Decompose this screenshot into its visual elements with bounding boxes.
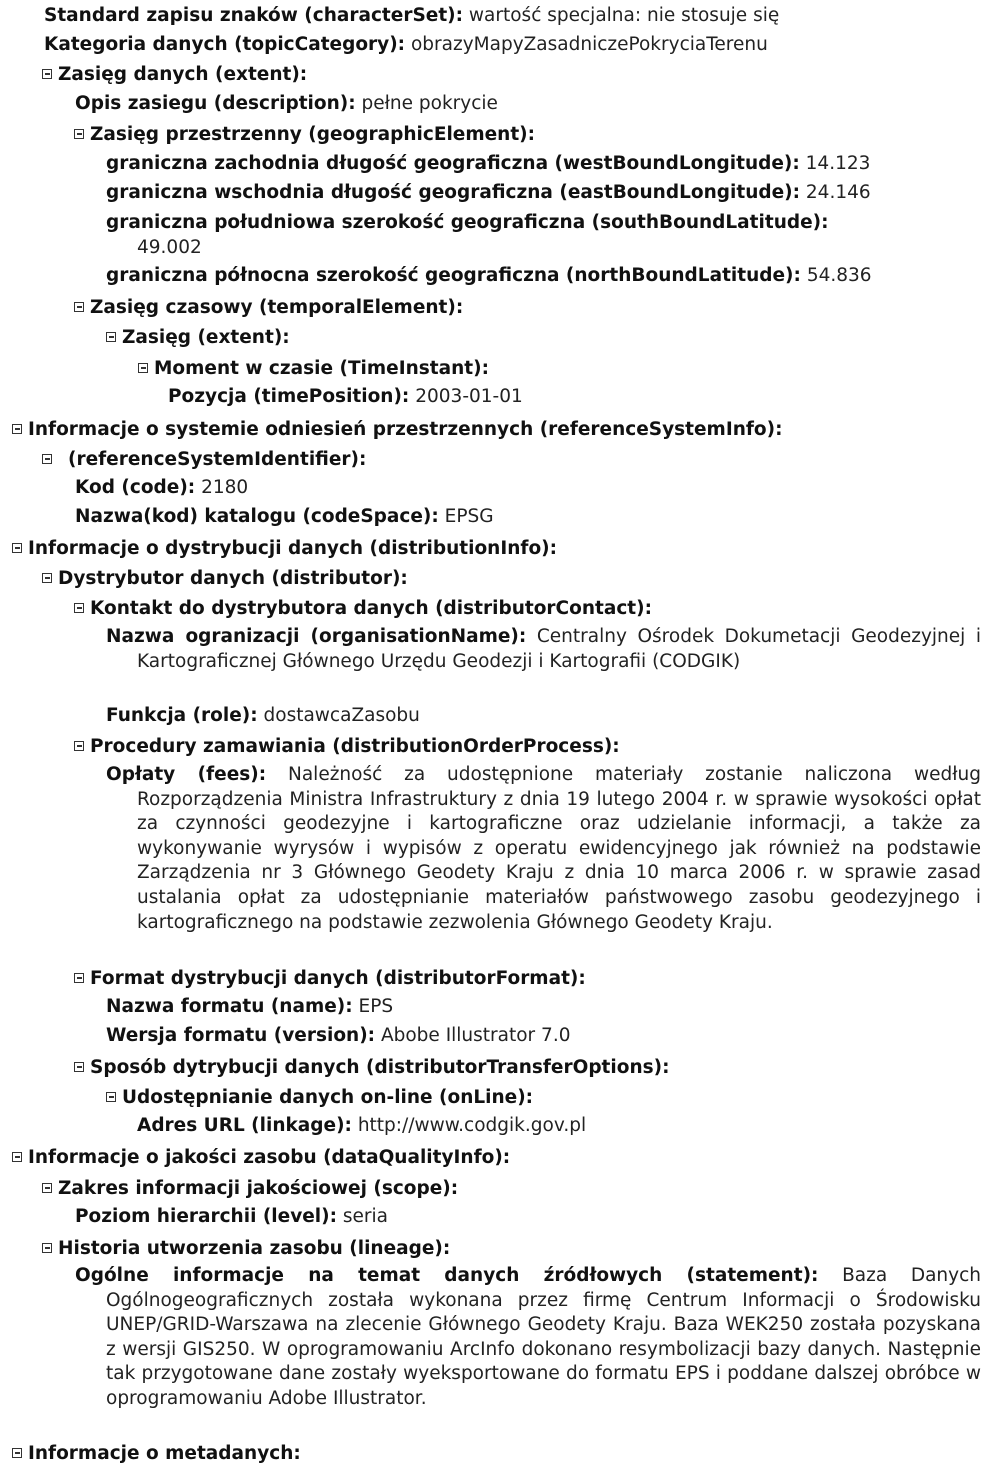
field-character-set	[44, 4, 779, 28]
collapse-toggle-icon[interactable]	[12, 1152, 22, 1162]
section-online	[106, 1086, 533, 1110]
collapse-toggle-icon[interactable]	[12, 424, 22, 434]
section-distribution-info	[12, 537, 557, 561]
field-north-bound-latitude	[106, 264, 872, 288]
section-label: Kontakt do dystrybutora danych (distributorContact):	[90, 598, 652, 619]
collapse-toggle-icon[interactable]	[42, 1243, 52, 1253]
field-label: Kategoria danych (topicCategory):	[44, 34, 406, 55]
section-label: (referenceSystemIdentifier):	[68, 449, 367, 470]
section-lineage	[42, 1237, 450, 1261]
field-value: EPSG	[444, 506, 494, 527]
section-label: Informacje o jakości zasobu (dataQualityInfo):	[28, 1147, 511, 1168]
section-label: Procedury zamawiania (distributionOrderProcess):	[90, 736, 620, 757]
field-label: Poziom hierarchii (level):	[75, 1206, 337, 1227]
field-label: Nazwa ogranizacji (organisationName):	[106, 626, 527, 647]
field-value: 54.836	[806, 265, 872, 286]
section-label: Zasięg danych (extent):	[58, 64, 308, 85]
field-level	[75, 1205, 388, 1229]
field-format-version	[106, 1024, 570, 1048]
section-time-instant	[138, 357, 489, 381]
field-label: Opłaty (fees):	[106, 764, 267, 785]
field-south-bound-latitude-label	[106, 211, 829, 235]
field-label: Pozycja (timePosition):	[168, 386, 410, 407]
field-east-bound-longitude	[106, 181, 871, 205]
field-label: graniczna południowa szerokość geograficzna (southBoundLatitude):	[106, 212, 829, 233]
field-value: 49.002	[137, 237, 202, 258]
section-distributor-contact	[74, 597, 652, 621]
field-value: Centralny Ośrodek Dokumetacji Geodezyjnej i Kartograficznej Głównego Urzędu Geodezji i Kartografii (CODGIK)	[137, 626, 981, 672]
field-label: Nazwa formatu (name):	[106, 996, 353, 1017]
section-label: Sposób dytrybucji danych (distributorTransferOptions):	[90, 1057, 670, 1078]
field-label: Opis zasiegu (description):	[75, 93, 356, 114]
section-label: Zasięg czasowy (temporalElement):	[90, 297, 464, 318]
collapse-toggle-icon[interactable]	[12, 543, 22, 553]
field-value: http://www.codgik.gov.pl	[357, 1115, 587, 1136]
section-label: Udostępnianie danych on-line (onLine):	[122, 1087, 534, 1108]
section-label: Informacje o systemie odniesień przestrzennych (referenceSystemInfo):	[28, 419, 783, 440]
section-label: Format dystrybucji danych (distributorFormat):	[90, 968, 586, 989]
field-value: 14.123	[805, 153, 871, 174]
section-label: Zakres informacji jakościowej (scope):	[58, 1178, 459, 1199]
field-value: seria	[342, 1206, 388, 1227]
field-label: Nazwa(kod) katalogu (codeSpace):	[75, 506, 439, 527]
field-label: graniczna zachodnia długość geograficzna (westBoundLongitude):	[106, 153, 800, 174]
section-extent	[42, 63, 307, 87]
collapse-toggle-icon[interactable]	[42, 69, 52, 79]
section-reference-system-identifier	[42, 448, 366, 472]
section-label: Dystrybutor danych (distributor):	[58, 568, 408, 589]
section-data-quality-info	[12, 1146, 510, 1170]
section-label: Moment w czasie (TimeInstant):	[154, 358, 489, 379]
collapse-toggle-icon[interactable]	[74, 1062, 84, 1072]
field-label: Standard zapisu znaków (characterSet):	[44, 5, 464, 26]
field-label: Funkcja (role):	[106, 705, 258, 726]
section-distribution-order-process	[74, 735, 620, 759]
field-description	[75, 92, 498, 116]
field-value: 24.146	[805, 182, 871, 203]
collapse-toggle-icon[interactable]	[74, 973, 84, 983]
field-value: obrazyMapyZasadniczePokryciaTerenu	[410, 34, 768, 55]
field-format-name	[106, 995, 393, 1019]
field-organisation-name	[106, 625, 981, 674]
section-transfer-options	[74, 1056, 670, 1080]
field-code-space	[75, 505, 494, 529]
collapse-toggle-icon[interactable]	[42, 573, 52, 583]
field-west-bound-longitude	[106, 152, 870, 176]
collapse-toggle-icon[interactable]	[74, 603, 84, 613]
field-fees	[106, 763, 981, 935]
field-value: Należność za udostępnione materiały zostanie naliczona według Rozporządzenia Ministra Infrastruktury z dnia 19 lutego 2004 r. w sprawie wysokości opłat za czynności geodezyjne i kartograficzne oraz udzielanie informacji, a także za wykonywanie wyrysów i wypisów z operatu ewidencyjnego jak również na podstawie Zarządzenia nr 3 Głównego Geodety Kraju z dnia 10 marca 2006 r. w sprawie zasad ustalania opłat za udostępnianie materiałów państwowego zasobu geodezyjnego i kartograficznego na podstawie zezwolenia Głównego Geodety Kraju.	[137, 764, 981, 933]
field-label: Wersja formatu (version):	[106, 1025, 376, 1046]
collapse-toggle-icon[interactable]	[74, 741, 84, 751]
section-distributor-format	[74, 967, 586, 991]
collapse-toggle-icon[interactable]	[42, 1183, 52, 1193]
collapse-toggle-icon[interactable]	[74, 129, 84, 139]
collapse-toggle-icon[interactable]	[106, 332, 116, 342]
section-label: Zasięg przestrzenny (geographicElement):	[90, 124, 536, 145]
field-label: Kod (code):	[75, 477, 196, 498]
field-label: graniczna północna szerokość geograficzna (northBoundLatitude):	[106, 265, 801, 286]
section-label: Informacje o metadanych:	[28, 1443, 301, 1464]
field-label: Adres URL (linkage):	[137, 1115, 352, 1136]
field-value: pełne pokrycie	[361, 93, 498, 114]
field-label: graniczna wschodnia długość geograficzna (eastBoundLongitude):	[106, 182, 801, 203]
field-statement	[75, 1264, 981, 1412]
field-time-position	[168, 385, 523, 409]
collapse-toggle-icon[interactable]	[74, 302, 84, 312]
collapse-toggle-icon[interactable]	[138, 363, 148, 373]
field-value: Abobe Illustrator 7.0	[380, 1025, 571, 1046]
collapse-toggle-icon[interactable]	[106, 1092, 116, 1102]
field-value: 2003-01-01	[415, 386, 523, 407]
field-value: Baza Danych Ogólnogeograficznych została wykonana przez firmę Centrum Informacji o Środowisku UNEP/GRID-Warszawa na zlecenie Głównego Geodety Kraju. Baza WEK250 została pozyskana z wersji GIS250. W oprogramowaniu ArcInfo dokonano resymbolizacji bazy danych. Następnie tak przygotowane dane zostały wyeksportowane do formatu EPS i poddane dalszej obróbce w oprogramowaniu Adobe Illustrator.	[106, 1265, 981, 1409]
section-metadata-info	[12, 1442, 301, 1466]
section-distributor	[42, 567, 408, 591]
section-temporal-element	[74, 296, 463, 320]
field-value: wartość specjalna: nie stosuje się	[468, 5, 780, 26]
field-value: dostawcaZasobu	[263, 705, 420, 726]
field-role	[106, 704, 420, 728]
field-linkage	[137, 1114, 586, 1138]
section-label: Informacje o dystrybucji danych (distributionInfo):	[28, 538, 558, 559]
section-temporal-extent	[106, 326, 290, 350]
field-south-bound-latitude-value	[137, 236, 202, 260]
section-label: Historia utworzenia zasobu (lineage):	[58, 1238, 451, 1259]
section-scope	[42, 1177, 458, 1201]
collapse-toggle-icon[interactable]	[42, 454, 52, 464]
field-value: EPS	[358, 996, 394, 1017]
field-code	[75, 476, 248, 500]
collapse-toggle-icon[interactable]	[12, 1448, 22, 1458]
section-label: Zasięg (extent):	[122, 327, 290, 348]
section-geographic-element	[74, 123, 535, 147]
field-value: 2180	[201, 477, 249, 498]
field-label: Ogólne informacje na temat danych źródłowych (statement):	[75, 1265, 819, 1286]
field-topic-category	[44, 33, 768, 57]
section-reference-system-info	[12, 418, 783, 442]
